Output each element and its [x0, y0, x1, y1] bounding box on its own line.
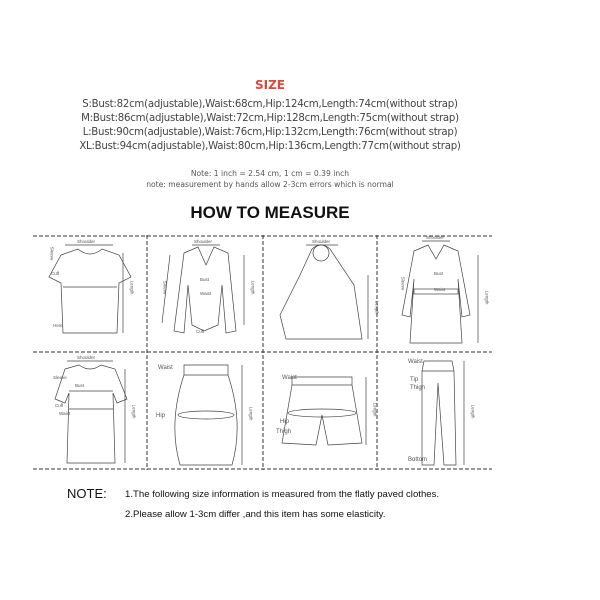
measure-cell-pants: [378, 353, 492, 470]
blazer-label-length: Length: [250, 280, 256, 295]
measure-cell-cape: [264, 235, 378, 352]
measure-cell-dress: [33, 353, 147, 470]
measure-cell-blazer: [148, 235, 262, 352]
tshirt-label-length: Length: [129, 280, 135, 295]
dress-label-shoulder: Shoulder: [77, 355, 96, 360]
shorts-label-length: Length: [372, 402, 378, 417]
dress-label-waist: Waist: [59, 411, 71, 416]
skirt-label-waist: Waist: [158, 365, 173, 371]
cape-label-length: Length: [374, 300, 380, 315]
dress-label-sleeve: Sleeve: [53, 375, 67, 380]
tshirt-label-sleeve: Sleeve: [49, 246, 55, 261]
cape-sketch-icon: [264, 235, 378, 352]
tshirt-label-shoulder: Shoulder: [77, 239, 96, 244]
pants-label-length: Length: [470, 404, 476, 419]
tshirt-label-hem: Hem: [53, 323, 63, 328]
coat-label-waist: Waist: [434, 287, 446, 292]
dress-label-cuff: Cuff: [55, 403, 64, 408]
blazer-label-shoulder: Shoulder: [194, 239, 213, 244]
conversion-note: Note: 1 inch = 2.54 cm, 1 cm = 0.39 inch: [190, 169, 350, 178]
skirt-label-length: Length: [248, 406, 254, 421]
tshirt-label-cuff: Cuff: [51, 271, 60, 276]
size-line-m: M:Bust:86cm(adjustable),Waist:72cm,Hip:128cm,Length:75cm(without strap): [81, 113, 459, 124]
pants-label-bottom: Bottom: [408, 457, 428, 463]
pants-label-waist: Waist: [408, 359, 423, 365]
coat-label-bust: Bust: [434, 271, 444, 276]
note-heading: NOTE:: [67, 486, 107, 501]
pants-label-thigh: Thigh: [410, 385, 426, 391]
measure-cell-tshirt: [33, 235, 147, 352]
note-item-2: 2.Please allow 1-3cm differ ,and this item has some elasticity.: [125, 509, 386, 520]
dress-label-bust: Bust: [75, 383, 85, 388]
coat-sketch-icon: [378, 235, 492, 352]
size-line-xl: XL:Bust:94cm(adjustable),Waist:80cm,Hip:136cm,Length:77cm(without strap): [79, 141, 461, 152]
size-line-l: L:Bust:90cm(adjustable),Waist:76cm,Hip:132cm,Length:76cm(without strap): [82, 127, 458, 138]
measurement-note: note: measurement by hands allow 2-3cm errors which is normal: [146, 180, 394, 189]
shorts-label-thigh: Thigh: [276, 429, 292, 435]
pants-label-tip: Tip: [410, 377, 419, 383]
measure-cell-coat: [378, 235, 492, 352]
coat-label-sleeve: Sleeve: [400, 276, 406, 291]
blazer-label-bust: Bust: [200, 277, 210, 282]
shorts-sketch-icon: [264, 353, 378, 470]
blazer-label-cuff: Cuff: [196, 329, 205, 334]
dress-label-length: Length: [131, 404, 137, 419]
coat-label-shoulder: Shoulder: [426, 235, 445, 240]
coat-label-length: Length: [484, 290, 490, 305]
cape-label-shoulder: Shoulder: [312, 239, 331, 244]
how-to-measure-title: HOW TO MEASURE: [190, 203, 350, 222]
measure-cell-skirt: [148, 353, 262, 470]
measure-grid: [33, 235, 492, 470]
dress-sketch-icon: [33, 353, 147, 470]
note-item-1: 1.The following size information is measured from the flatly paved clothes.: [125, 489, 440, 500]
measure-cell-shorts: [264, 353, 378, 470]
shorts-label-hip: Hip: [280, 419, 290, 425]
shorts-label-waist: Waist: [282, 375, 297, 381]
size-title: SIZE: [254, 78, 285, 92]
skirt-label-hip: Hip: [156, 413, 166, 419]
blazer-label-waist: Waist: [200, 291, 212, 296]
size-line-s: S:Bust:82cm(adjustable),Waist:68cm,Hip:124cm,Length:74cm(without strap): [82, 99, 458, 110]
blazer-label-sleeve: Sleeve: [162, 280, 168, 295]
